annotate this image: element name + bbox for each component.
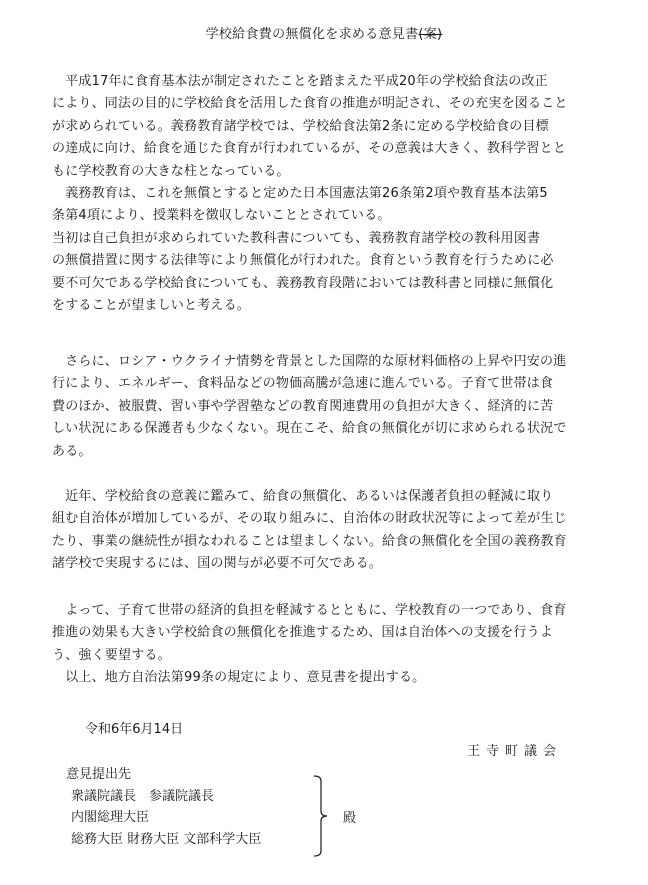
- paragraph-line: ある。: [52, 443, 92, 459]
- honorific: 殿: [343, 811, 357, 826]
- recipients-header: 意見提出先: [66, 767, 132, 782]
- paragraph-line: 当初は自己負担が求められていた教科書についても、義務教育諸学校の教科用図書: [52, 230, 541, 246]
- paragraph-line: の達成に向け、給食を通じた食育が行われているが、その意義は大きく、教科学習とと: [52, 141, 567, 157]
- paragraph-line: 条第4項により、授業料を徴収しないこととされている。: [52, 208, 391, 224]
- title-struck-draft-mark: (案): [418, 27, 443, 42]
- paragraph-line: 平成17年に食育基本法が制定されたことを踏まえた平成20年の学校給食法の改正: [52, 74, 548, 89]
- paragraph-line: 推進の効果も大きい学校給食の無償化を推進するため、国は自治体への支援を行うよ: [52, 625, 554, 641]
- recipient-line: 総務大臣 財務大臣 文部科学大臣: [71, 831, 262, 847]
- paragraph-line: う、強く要望する。: [52, 647, 171, 663]
- paragraph-3: [52, 486, 612, 576]
- paragraph-line: 義務教育は、これを無償とすると定めた日本国憲法第26条第2項や教育基本法第5: [52, 186, 548, 202]
- paragraph-line: さらに、ロシア・ウクライナ情勢を背景とした国際的な原材料価格の上昇や円安の進: [52, 354, 567, 369]
- paragraph-line: により、同法の目的に学校給食を活用した食育の推進が明記され、その充実を図ること: [52, 96, 568, 112]
- paragraph-line: 組む自治体が増加しているが、その取り組みに、自治体の財政状況等によって差が生じ: [52, 511, 567, 527]
- paragraph-line: 行により、エネルギー、食料品などの物価高騰が急速に進んでいる。子育て世帯は食: [52, 376, 554, 392]
- paragraph-1: [52, 71, 612, 317]
- document-date: 令和6年6月14日: [85, 722, 184, 737]
- council-name: 王寺町議会: [467, 744, 563, 759]
- paragraph-line: をすることが望ましいと考える。: [52, 298, 251, 314]
- paragraph-line: もに学校教育の大きな柱となっている。: [52, 163, 290, 179]
- right-brace-icon: [312, 775, 336, 857]
- paragraph-line: 以上、地方自治法第99条の規定により、意見書を提出する。: [52, 670, 426, 686]
- document-title: [0, 23, 648, 42]
- recipients-block: [66, 764, 261, 850]
- recipient-line: 衆議院議長 参議院議長: [71, 788, 215, 804]
- recipient-line: 内閣総理大臣: [71, 810, 150, 825]
- paragraph-2: [52, 351, 612, 463]
- paragraph-line: たり、事業の継続性が損なわれることは望ましくない。給食の無償化を全国の義務教育: [52, 533, 567, 549]
- paragraph-line: 費のほか、被服費、習い事や学習塾などの教育関連費用の負担が大きく、経済的に苦: [52, 398, 554, 414]
- paragraph-line: の無償措置に関する法律等により無償化が行われた。食育という教育を行うために必: [52, 253, 554, 269]
- paragraph-line: しい状況にある保護者も少なくない。現在こそ、給食の無償化が切に求められる状況で: [52, 421, 567, 437]
- title-main: 学校給食費の無償化を求める意見書: [205, 27, 419, 42]
- paragraph-4: [52, 600, 612, 690]
- paragraph-line: 諸学校で実現するには、国の関与が必要不可欠である。: [52, 556, 383, 572]
- paragraph-line: 近年、学校給食の意義に鑑みて、給食の無償化、あるいは保護者負担の軽減に取り: [52, 489, 554, 504]
- paragraph-line: 要不可欠である学校給食についても、義務教育段階においては教科書と同様に無償化: [52, 275, 554, 291]
- paragraph-line: が求められている。義務教育諸学校では、学校給食法第2条に定める学校給食の目標: [52, 118, 549, 134]
- paragraph-line: よって、子育て世帯の経済的負担を軽減するとともに、学校教育の一つであり、食育: [52, 603, 567, 618]
